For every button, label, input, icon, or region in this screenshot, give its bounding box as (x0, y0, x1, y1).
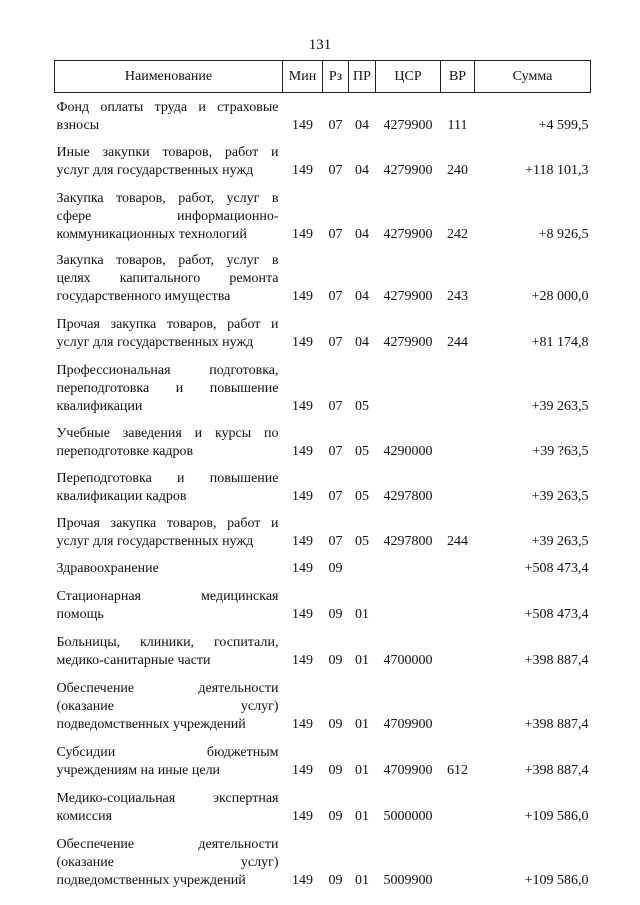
name-line: Фонд оплаты труда и страховые (56, 100, 279, 115)
cell-vr (441, 780, 475, 826)
table-row (55, 306, 591, 352)
table-row (55, 734, 591, 780)
cell-pr: 05 (355, 444, 369, 459)
name-line: услуг для государственных нужд (56, 335, 254, 350)
cell-min: 149 (292, 809, 313, 824)
name-line: комиссия (56, 809, 113, 824)
cell-name (55, 578, 283, 624)
cell-rz: 07 (328, 227, 343, 242)
cell-name (55, 551, 283, 578)
name-line: Профессиональная подготовка, (56, 363, 279, 378)
cell-csr (376, 352, 441, 416)
name-line: коммуникационных технологий (56, 227, 247, 242)
name-line: подведомственных учреждений (56, 717, 246, 732)
cell-rz: 09 (328, 653, 343, 668)
name-line: медико-санитарные части (56, 653, 211, 668)
name-line: Медико-социальная экспертная (56, 791, 279, 806)
table-row (55, 624, 591, 670)
cell-pr: 01 (355, 653, 369, 668)
cell-rz: 09 (328, 561, 343, 576)
name-line: подведомственных учреждений (56, 873, 246, 888)
cell-pr (349, 551, 376, 578)
cell-pr: 01 (355, 763, 369, 778)
header-sum: Сумма (475, 61, 591, 93)
cell-min: 149 (292, 717, 313, 732)
cell-min: 149 (292, 444, 313, 459)
cell-sum: +39 263,5 (531, 489, 589, 504)
cell-sum: +28 000,0 (531, 289, 589, 304)
cell-pr: 01 (355, 607, 369, 622)
table-row (55, 826, 591, 890)
cell-name (55, 624, 283, 670)
name-line: Прочая закупка товаров, работ и (56, 516, 279, 531)
cell-csr: 4290000 (383, 444, 433, 459)
cell-vr (441, 578, 475, 624)
cell-min: 149 (292, 873, 313, 888)
cell-sum: +109 586,0 (524, 873, 589, 888)
name-line: квалификации (56, 399, 143, 414)
cell-min: 149 (292, 561, 313, 576)
table-row (55, 180, 591, 244)
cell-vr (441, 551, 475, 578)
cell-vr (441, 670, 475, 734)
cell-vr (441, 826, 475, 890)
cell-name (55, 670, 283, 734)
cell-pr: 05 (355, 534, 369, 549)
cell-rz: 09 (328, 763, 343, 778)
table-row (55, 670, 591, 734)
cell-sum: +398 887,4 (524, 717, 589, 732)
cell-min: 149 (292, 227, 313, 242)
table-header-row (55, 61, 591, 93)
header-vr: ВР (441, 61, 475, 93)
cell-name (55, 416, 283, 461)
name-line: Обеспечение деятельности (56, 681, 279, 696)
cell-vr (441, 461, 475, 506)
name-line: Учебные заведения и курсы по (56, 426, 279, 441)
cell-min: 149 (292, 763, 313, 778)
cell-csr: 4279900 (383, 163, 433, 178)
cell-vr: 240 (447, 163, 468, 178)
header-pr: ПР (349, 61, 376, 93)
table-row (55, 506, 591, 551)
table-row (55, 551, 591, 578)
name-line: Иные закупки товаров, работ и (56, 145, 279, 160)
cell-sum: +118 101,3 (525, 163, 589, 178)
cell-csr: 4297800 (383, 534, 433, 549)
cell-vr (441, 352, 475, 416)
name-line: Стационарная медицинская (56, 589, 279, 604)
cell-min: 149 (292, 607, 313, 622)
name-line: Здравоохранение (56, 561, 159, 576)
cell-rz: 07 (328, 444, 343, 459)
cell-pr: 05 (355, 489, 369, 504)
cell-rz: 07 (328, 534, 343, 549)
cell-rz: 07 (328, 163, 343, 178)
table-row (55, 352, 591, 416)
cell-name (55, 461, 283, 506)
cell-sum: +81 174,8 (531, 335, 589, 350)
cell-min: 149 (292, 399, 313, 414)
cell-vr: 244 (447, 534, 468, 549)
cell-sum: +39 263,5 (531, 399, 589, 414)
name-line: (оказание услуг) (56, 855, 279, 870)
cell-sum: +109 586,0 (524, 809, 589, 824)
cell-vr: 612 (447, 763, 468, 778)
cell-vr: 244 (447, 335, 468, 350)
cell-csr: 5000000 (383, 809, 433, 824)
page-number: 131 (308, 37, 332, 53)
cell-pr: 04 (355, 163, 369, 178)
name-line: Обеспечение деятельности (56, 837, 279, 852)
cell-sum: +39 263,5 (531, 534, 589, 549)
cell-min: 149 (292, 489, 313, 504)
header-name: Наименование (55, 61, 283, 93)
table-body (55, 93, 591, 891)
cell-sum: +4 599,5 (538, 118, 589, 133)
cell-name (55, 244, 283, 306)
header-min: Мин (283, 61, 323, 93)
table-row (55, 93, 591, 136)
cell-sum: +398 887,4 (524, 763, 589, 778)
cell-min: 149 (292, 335, 313, 350)
cell-name (55, 826, 283, 890)
cell-name (55, 93, 283, 136)
name-line: сфере информационно- (56, 209, 279, 224)
cell-rz: 07 (328, 118, 343, 133)
name-line: учреждениям на иные цели (56, 763, 221, 778)
cell-name (55, 306, 283, 352)
cell-csr (376, 551, 441, 578)
cell-name (55, 734, 283, 780)
table-row (55, 135, 591, 180)
cell-min: 149 (292, 534, 313, 549)
cell-csr (376, 578, 441, 624)
cell-pr: 04 (355, 335, 369, 350)
cell-pr: 04 (355, 118, 369, 133)
name-line: услуг для государственных нужд (56, 534, 254, 549)
cell-pr: 01 (355, 717, 369, 732)
table-row (55, 244, 591, 306)
cell-csr: 4279900 (383, 289, 433, 304)
cell-pr: 01 (355, 873, 369, 888)
name-line: Переподготовка и повышение (56, 471, 279, 486)
name-line: переподготовка и повышение (56, 381, 279, 396)
cell-rz: 09 (328, 717, 343, 732)
name-line: квалификации кадров (56, 489, 187, 504)
cell-pr: 04 (355, 227, 369, 242)
cell-csr: 4709900 (383, 763, 433, 778)
name-line: Закупка товаров, работ, услуг в (56, 191, 279, 206)
name-line: Больницы, клиники, госпитали, (56, 635, 279, 650)
cell-sum: +398 887,4 (524, 653, 589, 668)
cell-name (55, 780, 283, 826)
cell-vr: 111 (447, 118, 468, 133)
name-line: Прочая закупка товаров, работ и (56, 317, 279, 332)
cell-rz: 09 (328, 607, 343, 622)
table-row (55, 461, 591, 506)
cell-vr (441, 624, 475, 670)
cell-sum: +8 926,5 (538, 227, 589, 242)
cell-rz: 09 (328, 809, 343, 824)
cell-csr: 4279900 (383, 118, 433, 133)
cell-pr: 05 (355, 399, 369, 414)
cell-rz: 09 (328, 873, 343, 888)
cell-min: 149 (292, 289, 313, 304)
cell-csr: 5009900 (383, 873, 433, 888)
cell-rz: 07 (328, 489, 343, 504)
name-line: услуг для государственных нужд (56, 163, 254, 178)
cell-pr: 01 (355, 809, 369, 824)
name-line: целях капитального ремонта (56, 271, 279, 286)
cell-min: 149 (292, 118, 313, 133)
name-line: государственного имущества (56, 289, 231, 304)
cell-vr: 243 (447, 289, 468, 304)
cell-sum: +39 ?63,5 (532, 444, 589, 459)
cell-csr: 4700000 (383, 653, 433, 668)
cell-min: 149 (292, 653, 313, 668)
name-line: взносы (56, 118, 100, 133)
header-csr: ЦСР (376, 61, 441, 93)
table-row (55, 780, 591, 826)
name-line: переподготовке кадров (56, 444, 194, 459)
cell-name (55, 180, 283, 244)
cell-csr: 4709900 (383, 717, 433, 732)
cell-sum: +508 473,4 (524, 561, 589, 576)
table-row (55, 578, 591, 624)
cell-pr: 04 (355, 289, 369, 304)
cell-csr: 4279900 (383, 227, 433, 242)
name-line: (оказание услуг) (56, 699, 279, 714)
budget-table (54, 60, 591, 890)
header-rz: Рз (323, 61, 349, 93)
cell-name (55, 352, 283, 416)
cell-vr (441, 416, 475, 461)
cell-rz: 07 (328, 289, 343, 304)
cell-sum: +508 473,4 (524, 607, 589, 622)
cell-name (55, 506, 283, 551)
cell-csr: 4297800 (383, 489, 433, 504)
table-row (55, 416, 591, 461)
cell-rz: 07 (328, 335, 343, 350)
name-line: Субсидии бюджетным (56, 745, 279, 760)
name-line: Закупка товаров, работ, услуг в (56, 253, 279, 268)
cell-name (55, 135, 283, 180)
cell-csr: 4279900 (383, 335, 433, 350)
name-line: помощь (56, 607, 104, 622)
cell-min: 149 (292, 163, 313, 178)
cell-rz: 07 (328, 399, 343, 414)
cell-vr: 242 (447, 227, 468, 242)
